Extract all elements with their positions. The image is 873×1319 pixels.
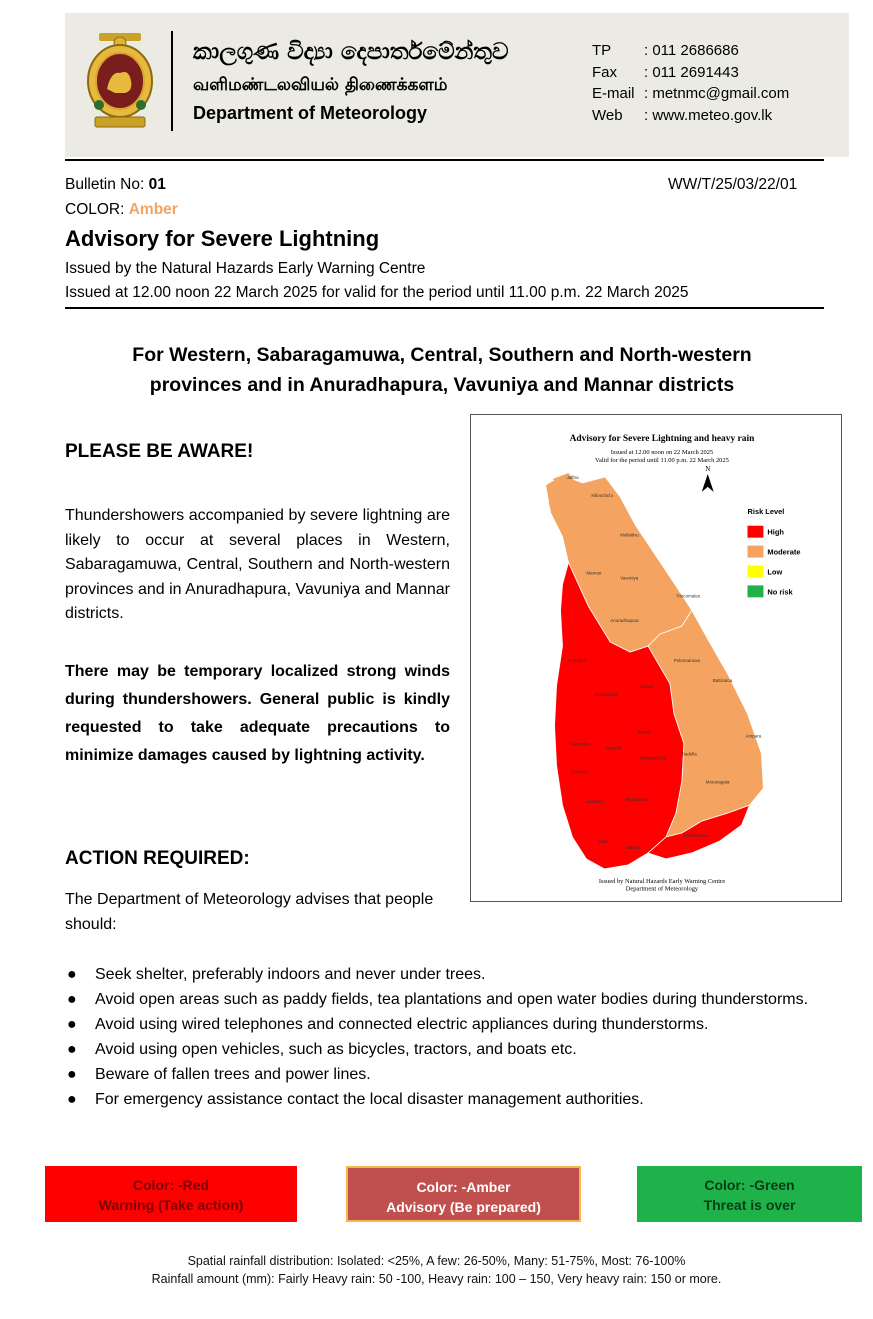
district-label: Batticaloa bbox=[712, 677, 733, 683]
district-label: Kurunegala bbox=[594, 691, 618, 697]
map-footer-department: Department of Meteorology bbox=[625, 885, 699, 893]
district-label: Matara bbox=[626, 844, 641, 850]
contact-fax: Fax : 011 2691443 bbox=[592, 63, 739, 81]
precaution-list bbox=[65, 962, 825, 1112]
district-label: Hambantota bbox=[683, 833, 709, 839]
map-footer-issuer: Issued by Natural Hazards Early Warning Centre bbox=[598, 877, 726, 885]
district-label: Puttalam bbox=[568, 657, 587, 663]
contact-web: Web : www.meteo.gov.lk bbox=[592, 106, 773, 124]
district-label: Mullaitivu bbox=[620, 532, 639, 538]
bullet-icon: ● bbox=[67, 966, 77, 983]
aware-heading: PLEASE BE AWARE! bbox=[65, 441, 254, 462]
legend-label-high: High bbox=[767, 527, 784, 537]
bullet-icon: ● bbox=[67, 1041, 77, 1058]
legend-swatch-moderate bbox=[748, 546, 764, 558]
legend-swatch-no-risk bbox=[748, 585, 764, 597]
district-label: Kilinochchi bbox=[591, 492, 613, 498]
advises-text: The Department of Meteorology advises that people should: bbox=[65, 891, 434, 933]
district-label: Kalutara bbox=[586, 799, 604, 805]
sri-lanka-risk-map bbox=[471, 415, 841, 901]
district-label: Jaffna bbox=[566, 474, 579, 480]
letterhead bbox=[65, 13, 849, 157]
legend-label-no-risk: No risk bbox=[767, 587, 793, 597]
district-label: Gampaha bbox=[570, 741, 591, 747]
bullet-icon: ● bbox=[67, 1066, 77, 1083]
district-label: Badulla bbox=[681, 751, 697, 757]
legend-label-low: Low bbox=[767, 567, 783, 577]
bulletin-color: COLOR: Amber bbox=[65, 201, 178, 218]
district-label: Kandy bbox=[638, 729, 651, 735]
bullet-icon: ● bbox=[67, 1016, 77, 1033]
district-label: Polonnaruwa bbox=[673, 657, 700, 663]
contact-phone: TP : 011 2686686 bbox=[592, 42, 739, 59]
org-name-sinhala: කාලගුණ විද්‍යා දෙපාර්තමේන්තුව bbox=[193, 39, 509, 65]
advisory-paragraph: Thundershowers accompanied by severe lightning are likely to occur at several places in Western, Sabaragamuwa, Central, Southern and North-western provinces and in Anuradhapura, Vavuniya and Mannar districts. bbox=[65, 507, 450, 622]
header-rule bbox=[65, 159, 824, 161]
org-name-tamil: வளிமண்டலவியல் திணைக்களம் bbox=[193, 75, 448, 95]
issued-by: Issued by the Natural Hazards Early Warning Centre bbox=[65, 260, 426, 277]
district-label: Colombo bbox=[570, 769, 589, 775]
district-label: Matale bbox=[640, 683, 654, 689]
map-valid: Valid for the period until 11.00 p.m. 22 March 2025 bbox=[595, 457, 729, 465]
risk-map bbox=[470, 414, 842, 902]
district-label: Monaragala bbox=[705, 779, 730, 785]
legend-swatch-high bbox=[748, 526, 764, 538]
org-name-english: Department of Meteorology bbox=[193, 103, 428, 123]
footer-spatial-distribution: Spatial rainfall distribution: Isolated: <25%, A few: 26-50%, Many: 51-75%, Most: 76-100% bbox=[187, 1254, 686, 1268]
district-label: Ratnapura bbox=[626, 797, 648, 803]
list-item: ● Avoid open areas such as paddy fields, tea plantations and open water bodies during thunderstorms. bbox=[65, 987, 825, 1012]
color-code-amber: Color: -Amber Advisory (Be prepared) bbox=[346, 1166, 581, 1222]
bullet-icon: ● bbox=[67, 991, 77, 1008]
district-label: Vavuniya bbox=[620, 575, 639, 581]
issued-at: Issued at 12.00 noon 22 March 2025 for valid for the period until 11.00 p.m. 22 March 2025 bbox=[65, 284, 689, 301]
district-label: Galle bbox=[598, 839, 609, 844]
bulletin-code: WW/T/25/03/22/01 bbox=[668, 176, 798, 193]
map-title: Advisory for Severe Lightning and heavy rain bbox=[569, 434, 755, 445]
contact-block bbox=[592, 40, 789, 126]
district-label: Anuradhapura bbox=[610, 618, 639, 624]
district-label: Trincomalee bbox=[675, 593, 701, 599]
district-label: Ampara bbox=[745, 733, 762, 739]
footer-rainfall-amount: Rainfall amount (mm): Fairly Heavy rain: 50 -100, Heavy rain: 100 – 150, Very heavy rain: 150 or more. bbox=[151, 1272, 722, 1286]
list-item: ● Seek shelter, preferably indoors and never under trees. bbox=[65, 962, 825, 987]
district-label: Kegalle bbox=[606, 745, 622, 751]
color-code-red: Color: -Red Warning (Take action) bbox=[45, 1166, 297, 1222]
bulletin-number: Bulletin No: 01 bbox=[65, 176, 166, 193]
legend-swatch-low bbox=[748, 566, 764, 578]
list-item: ● Beware of fallen trees and power lines. bbox=[65, 1062, 825, 1087]
color-code-green: Color: -Green Threat is over bbox=[637, 1166, 862, 1222]
district-label: Mannar bbox=[586, 570, 602, 576]
north-arrow-icon bbox=[702, 474, 714, 492]
advisory-title: Advisory for Severe Lightning bbox=[65, 226, 380, 251]
action-heading: ACTION REQUIRED: bbox=[65, 848, 250, 869]
list-item: ● For emergency assistance contact the local disaster management authorities. bbox=[65, 1087, 825, 1112]
title-rule bbox=[65, 307, 824, 309]
legend-label-moderate: Moderate bbox=[767, 547, 801, 557]
winds-paragraph: There may be temporary localized strong winds during thundershowers. General public is kindly requested to take adequate precautions to minimize damages caused by lightning activity. bbox=[65, 663, 450, 764]
district-label: Nuwara Eliya bbox=[640, 755, 667, 761]
north-label: N bbox=[705, 465, 711, 474]
header-divider bbox=[171, 31, 173, 131]
map-issued: Issued at 12.00 noon on 22 March 2025 bbox=[610, 449, 714, 457]
list-item: ● Avoid using open vehicles, such as bicycles, tractors, and boats etc. bbox=[65, 1037, 825, 1062]
affected-areas-heading: For Western, Sabaragamuwa, Central, Southern and North-western provinces and in Anuradhapura, Vavuniya and Mannar districts bbox=[132, 344, 752, 396]
list-item: ● Avoid using wired telephones and connected electric appliances during thunderstorms. bbox=[65, 1012, 825, 1037]
sri-lanka-emblem-icon bbox=[85, 31, 155, 131]
contact-email: E-mail : metnmc@gmail.com bbox=[592, 85, 790, 102]
legend-title: Risk Level bbox=[747, 506, 785, 516]
bullet-icon: ● bbox=[67, 1091, 77, 1108]
